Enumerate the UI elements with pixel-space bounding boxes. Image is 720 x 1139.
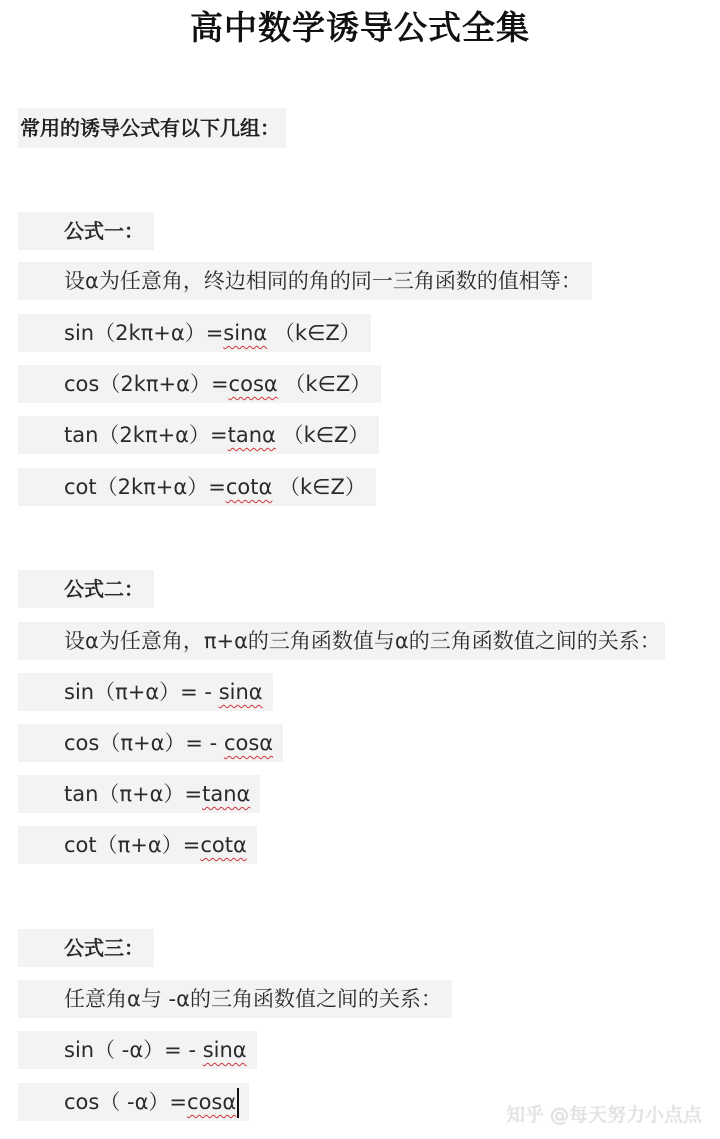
formula-right: sinα xyxy=(202,1038,247,1062)
formula-left: cot（2kπ+α）= xyxy=(64,475,226,499)
page-title: 高中数学诱导公式全集 xyxy=(190,8,530,47)
group2-formula-sin xyxy=(18,673,273,711)
group2-formula-cos xyxy=(18,724,283,762)
group3-formula-sin xyxy=(18,1031,257,1069)
text-cursor xyxy=(237,1088,239,1118)
group1-formula-sin xyxy=(18,314,371,352)
formula-right: cosα xyxy=(228,372,278,396)
formula-left: cot（π+α）= xyxy=(64,833,201,857)
formula-condition: （k∈Z） xyxy=(279,475,366,499)
group1-description: 设α为任意角，终边相同的角的同一三角函数的值相等： xyxy=(18,262,592,300)
group3-formula-cos xyxy=(18,1083,249,1121)
group3-description: 任意角α与 -α的三角函数值之间的关系： xyxy=(18,980,452,1018)
formula-left: sin（π+α）= - xyxy=(64,680,213,704)
group2-formula-cot xyxy=(18,826,257,864)
intro-text: 常用的诱导公式有以下几组： xyxy=(18,108,286,148)
formula-right: cosα xyxy=(187,1090,237,1114)
group1-formula-cos xyxy=(18,365,381,403)
formula-right: cotα xyxy=(200,833,247,857)
formula-left: tan（π+α）= xyxy=(64,782,203,806)
formula-left: cos（2kπ+α）= xyxy=(64,372,229,396)
formula-right: cotα xyxy=(225,475,273,499)
formula-condition: （k∈Z） xyxy=(273,321,361,345)
formula-left: cos（π+α）= - xyxy=(64,731,218,755)
formula-right: tanα xyxy=(227,423,276,447)
formula-right: tanα xyxy=(202,782,251,806)
formula-right: sinα xyxy=(223,321,268,345)
group2-description: 设α为任意角，π+α的三角函数值与α的三角函数值之间的关系： xyxy=(18,622,665,660)
formula-left: sin（2kπ+α）= xyxy=(64,321,224,345)
group1-formula-tan xyxy=(18,416,379,454)
watermark: 知乎 @每天努力小点点 xyxy=(505,1104,702,1126)
formula-left: cos（ -α）= xyxy=(64,1090,188,1114)
group3-heading: 公式三： xyxy=(18,929,154,967)
group1-heading: 公式一： xyxy=(18,212,154,250)
group2-formula-tan xyxy=(18,775,260,813)
group1-formula-cot xyxy=(18,468,376,506)
formula-left: tan（2kπ+α）= xyxy=(64,423,228,447)
formula-right: cosα xyxy=(223,731,274,755)
group2-heading: 公式二： xyxy=(18,570,154,608)
formula-condition: （k∈Z） xyxy=(284,372,372,396)
formula-right: sinα xyxy=(218,680,263,704)
formula-left: sin（ -α）= - xyxy=(64,1038,197,1062)
formula-condition: （k∈Z） xyxy=(282,423,370,447)
